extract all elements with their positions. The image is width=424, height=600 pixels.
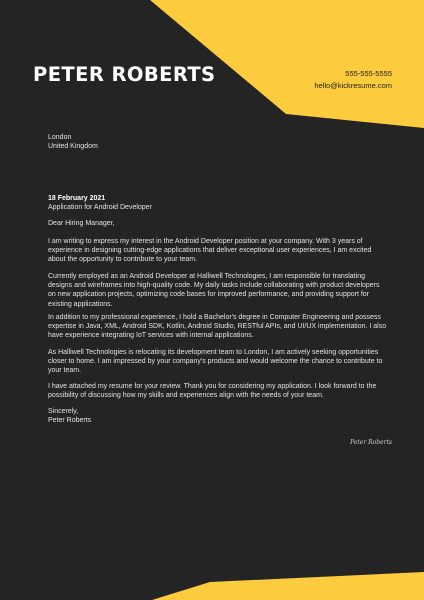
handwritten-signature: Peter Roberts xyxy=(350,439,392,446)
address-country: United Kingdom xyxy=(48,143,98,151)
letter-date: 18 February 2021 xyxy=(48,195,106,202)
body-paragraph-3: In addition to my professional experience, I hold a Bachelor's degree in Computer Engineering and possess expertise in Java, XML, Android SDK, Kotlin, Android Studio, RESTful APIs, and UI/UX implementation. I also have experience integrating IoT services with internal applications. xyxy=(48,314,387,340)
sender-address xyxy=(48,133,388,151)
body-paragraph-4: As Halliwell Technologies is relocating its development team to London, I am actively seeking opportunities closer to home. I am impressed by your company's products and would welcome the chance to contribute to your team. xyxy=(48,349,383,375)
body-paragraph-1: I am writing to express my interest in the Android Developer position at your company. With 3 years of experience in designing cutting-edge applications that deliver exceptional user experiences, I am excited about the opportunity to contribute to your team. xyxy=(48,238,372,264)
salutation: Dear Hiring Manager, xyxy=(48,220,115,227)
phone-number: 555-555-5555 xyxy=(345,69,392,78)
closing-phrase: Sincerely, xyxy=(48,408,79,415)
letter-heading xyxy=(48,194,388,212)
contact-info xyxy=(314,68,392,91)
bottom-accent-shape xyxy=(152,572,424,600)
email-address: hello@kickresume.com xyxy=(314,80,392,90)
letter-subject: Application for Android Developer xyxy=(48,204,152,212)
signoff-name: Peter Roberts xyxy=(48,417,92,425)
closing-block xyxy=(48,407,388,425)
body-paragraph-5: I have attached my resume for your review. Thank you for considering my application. I look forward to the possibility of discussing how my skills and experiences align with the needs of your team. xyxy=(48,383,377,400)
applicant-name: PETER ROBERTS xyxy=(33,63,216,86)
body-paragraph-2: Currently employed as an Android Developer at Halliwell Technologies, I am responsible for translating designs and wireframes into high-quality code. My daily tasks include collaborating with product developers on new application projects, optimizing code bases for improved performance, and providing support for existing applications. xyxy=(48,273,380,308)
address-city: London xyxy=(48,134,72,141)
